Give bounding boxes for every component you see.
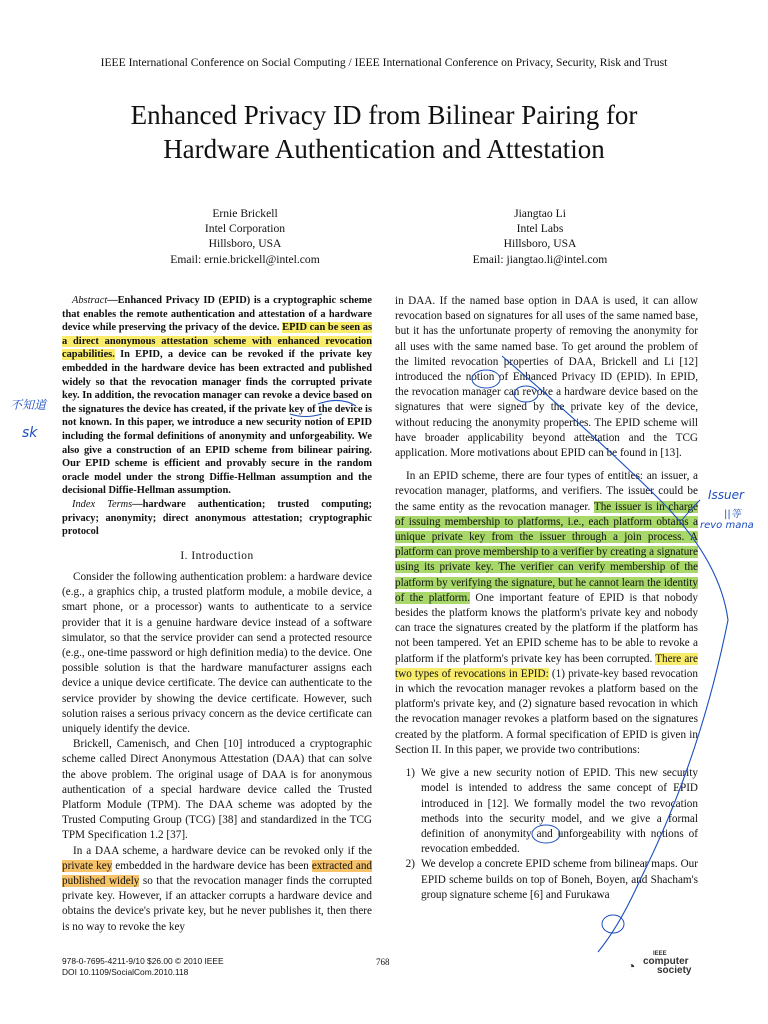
footer-doi[interactable]: DOI 10.1109/SocialCom.2010.118 [62,967,189,977]
paper-title [0,98,768,166]
intro-paragraph-3 [62,844,372,935]
logo-computer-text: computer [643,956,689,967]
list-item-text: We give a new security notion of EPID. This new security model is intended to address the same concept of EPID introduced in [12]. We formally model the two revocation methods into the security model, and we give a formal definition of anonymity and unforgeability with notions of revocation embedded. [421,767,698,856]
section-heading-introduction: I. Introduction [180,549,254,562]
abstract-text-1: —Enhanced Privacy ID (EPID) is a cryptographic scheme that enables the remote authentication and attestation of a hardware device while preserving the privacy of the device. [62,295,372,334]
ieee-logo-icon: ◔ [627,958,636,974]
intro-p3-text-1: In a DAA scheme, a hardware device can be revoked only if the [73,844,372,857]
contribution-list [395,766,698,903]
list-item-number: 1) [405,767,415,780]
title-line-1: Enhanced Privacy ID from Bilinear Pairing for [130,100,638,130]
abstract-text-2: In EPID, a device can be revoked if the private key embedded in the hardware device has been extracted and published widely so that the revocation manager finds the corrupted private key. In addition, the revocation manager can revoke a device based on the signatures the device has created, if the private key of the device is not known. In this paper, we introduce a new security notion of EPID including the formal definitions of anonymity and unforgeability. We also give a construction of an EPID scheme from bilinear pairing. Our EPID scheme is efficient and provably secure in the random oracle model under the strong Diffie-Hellman assumption and the decisional Diffie-Hellman assumption. [62,349,372,497]
conference-header: IEEE International Conference on Social Computing / IEEE International Conference on Privacy, Security, Risk and Trust [100,56,668,69]
ieee-computer-society-logo [627,951,707,979]
author-email[interactable]: Email: jiangtao.li@intel.com [472,252,608,266]
index-terms [62,498,372,539]
handwritten-note-sk: sk [22,425,38,441]
handwritten-note-revo: revo mana [700,520,754,531]
right-p2-text-2: One important feature of EPID is that nobody besides the platform knows the platform's private key and nobody can trace the signatures created by the platform if the platform has not been tampered. Yet an EPID scheme has to be able to revoke a platform if the platform's private key has been corrupted. [395,591,698,665]
right-p2-text-3: (1) private-key based revocation in which the revocation manager revokes a platform based on the platform's private key, and (2) signature based revocation in which the revocation manager revokes a platform based on the signatures created by the platform. A formal specification of EPID is given in Section II. In this paper, we provide two contributions: [395,667,698,756]
author-affiliation: Intel Labs [516,222,564,236]
right-p2-text-1: In an EPID scheme, there are four types of entities: an issuer, a revocation manager, platforms, and verifiers. The issuer could be the same entity as the revocation manager. [395,470,698,513]
footer-publication-info [62,956,224,978]
logo-society-text: society [657,965,692,976]
title-line-2: Hardware Authentication and Attestation [163,134,605,164]
author-block-1 [95,206,395,267]
list-item [395,857,698,903]
highlight-extracted[interactable]: extracted and published widely [62,859,373,887]
footer-isbn: 978-0-7695-4211-9/10 $26.00 © 2010 IEEE [62,956,224,966]
highlight-private-key[interactable]: private key [62,859,113,872]
highlight-issuer-role[interactable]: The issuer is in charge of issuing membership to platforms, i.e., each platform obtains a unique private key from the issuer through a join process. A platform can prove membership to a verifier by creating a signature using its private key. The verifier can verify membership of the platform by verifying the signature, but he cannot learn the identity of the platform. [395,500,698,604]
list-item [395,766,698,857]
list-item-number: 2) [405,858,415,871]
handwritten-note-issuer: Issuer [708,488,744,502]
author-location: Hillsboro, USA [503,237,577,251]
author-location: Hillsboro, USA [208,237,282,251]
author-block-2 [390,206,690,267]
abstract-highlight[interactable]: EPID can be seen as a direct anonymous attestation scheme with enhanced revocation capabilities. [62,322,372,361]
right-paragraph-1: in DAA. If the named base option in DAA is used, it can allow revocation based on signatures for all uses of the same named base, but it has the unfortunate property of removing the anonymity for all uses with the same named base. To get around the problem of the limited revocation properties of DAA, Brickell and Li [12] introduced the notion of Enhanced Privacy ID (EPID). In EPID, the revocation manager can revoke a hardware device based on the signatures that were signed by the private key of the device, without reducing the anonymity properties. The EPID scheme will have broader applicability beyond attestation and the TCG application. More motivations about EPID can be found in [13]. [395,295,698,460]
annotation-circle-ref-6 [602,915,624,933]
intro-p3-text-2: embedded in the hardware device has been [112,859,312,872]
abstract [62,294,372,498]
author-name: Jiangtao Li [514,207,566,220]
author-name: Ernie Brickell [212,207,278,220]
right-column [395,294,698,903]
intro-paragraph-2: Brickell, Camenisch, and Chen [10] introduced a cryptographic scheme called Direct Anonymous Attestation (DAA) that can solve the above problem. The original usage of DAA is for anonymous authentication of a special hardware device called the Trusted Platform Module (TPM). The DAA scheme was adopted by the Trusted Computing Group (TCG) [38] and standardized in the TCG TPM Specification 1.2 [37]. [62,738,372,842]
author-email[interactable]: Email: ernie.brickell@intel.com [170,252,320,266]
intro-paragraph-1: Consider the following authentication problem: a hardware device (e.g., a graphics chip, a trusted platform module, a mobile device, a smart phone, or a processor) wants to authenticate to a service provider that it is a genuine hardware device instead of a software simulator, so that the service provider can send a protected resource (e.g., one-time password or high definition media) to the device. One possible solution is that the hardware manufacturer assigns each device a unique device certificate. The device can authenticate to the service provider by showing the device certificate. However, such solution raises a serious privacy concern as the device certificate can uniquely identify the device. [62,570,372,735]
left-column [62,294,372,935]
page-number: 768 [376,957,390,967]
intro-p3-text-3: so that the revocation manager finds the corrupted private key. However, if an attacker corrupts a hardware device and obtains the device's private key, but he never publishes it, then there is no way to revoke the key [62,874,372,933]
highlight-revocation-types[interactable]: There are two types of revocations in EPID: [395,652,698,680]
list-item-text: We develop a concrete EPID scheme from bilinear maps. Our EPID scheme builds on top of Boneh, Boyen, and Shacham's group signature scheme [6] and Furukawa [421,858,698,901]
abstract-lead: Abstract [72,295,108,306]
index-terms-text: —hardware authentication; trusted computing; privacy; anonymity; direct anonymous attestation; cryptographic protocol [62,498,372,538]
handwritten-note-unknown: 不知道 [10,398,47,412]
index-terms-lead: Index Terms [72,498,133,510]
logo-ieee-text: IEEE [653,951,667,957]
author-affiliation: Intel Corporation [204,222,286,236]
right-paragraph-2 [395,469,698,758]
handwritten-note-equiv: ||等 [724,509,741,520]
